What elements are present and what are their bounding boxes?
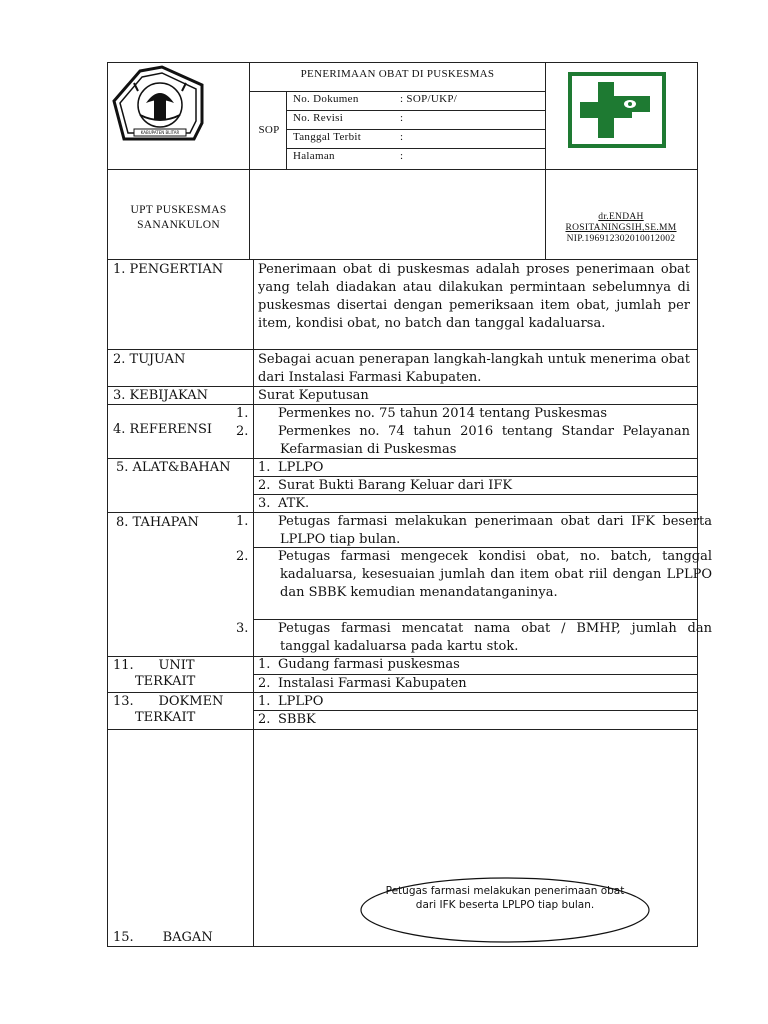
list-item-text: Petugas farmasi mengecek kondisi obat, no. batch, tanggal kadaluarsa, kesesuaian jumlah dan item obat riil dengan LPLPO dan SBBK kemudian menandatanganinya. [278, 549, 712, 600]
section-label-pengertian: 1. PENGERTIAN [113, 262, 224, 277]
list-item-text: Instalasi Farmasi Kabupaten [278, 676, 467, 691]
alat-bahan-item-3 [258, 495, 690, 513]
field-value-tanggal-terbit: : [400, 131, 404, 143]
unit-name: UPT PUSKESMAS SANANKULON [130, 204, 227, 231]
section-label-alat-bahan: 5. ALAT&BAHAN [116, 460, 231, 475]
alat-bahan-item-2 [258, 477, 690, 495]
list-item [236, 423, 690, 459]
section-label-referensi: 4. REFERENSI [113, 422, 213, 437]
section-label-bagan: 15. BAGAN [113, 930, 213, 945]
signatory-name: dr.ENDAH ROSITANINGSIH,SE.MM [565, 212, 677, 233]
list-item-text: Permenkes no. 75 tahun 2014 tentang Puskesmas [278, 406, 608, 421]
unit-terkait-item-2 [258, 675, 690, 693]
list-item-number: 2. [258, 676, 271, 691]
row-line [107, 729, 698, 730]
sop-label: SOP [258, 124, 280, 136]
flowchart-start-ellipse [359, 876, 651, 944]
list-item-text: Petugas farmasi melakukan penerimaan obat dari IFK beserta LPLPO tiap bulan. [278, 514, 712, 547]
list-item-number: 1. [236, 406, 249, 421]
list-item-number: 2. [236, 424, 249, 439]
alat-bahan-item-1 [258, 459, 690, 477]
puskesmas-logo [568, 72, 666, 148]
body-column-divider [253, 259, 254, 947]
section-label-unit-terkait-line2: TERKAIT [135, 674, 196, 689]
row-line [107, 349, 698, 350]
list-item-text: SBBK [278, 712, 316, 727]
flowchart-step-text: Petugas farmasi melakukan penerimaan obat dari IFK beserta LPLPO tiap bulan. [385, 885, 625, 911]
list-item-number: 2. [258, 712, 271, 727]
tahapan-step-1 [236, 513, 712, 549]
list-item-number: 1. [236, 514, 249, 529]
list-item-number: 1. [258, 694, 271, 709]
regency-logo-text: KABUPATEN BLITAR [140, 130, 180, 135]
referensi-list [236, 405, 690, 459]
document-title: PENERIMAAN OBAT DI PUSKESMAS [300, 68, 495, 80]
dokumen-terkait-item-1 [258, 693, 690, 711]
list-item-number: 2. [258, 478, 271, 493]
field-value-halaman: : [400, 150, 404, 162]
field-line-1 [286, 110, 546, 111]
list-item-text: LPLPO [278, 460, 324, 475]
section-label-dokumen-terkait-line1: 13. DOKMEN [113, 694, 224, 709]
field-label-tanggal-terbit: Tanggal Terbit [293, 131, 362, 143]
regency-logo [110, 63, 210, 153]
tahapan-step-2 [236, 548, 712, 602]
unit-terkait-item-1 [258, 656, 690, 674]
field-value-no-dokumen: : SOP/UKP/ [400, 93, 458, 105]
frame-bottom [107, 946, 698, 947]
signatory-nip: NIP.196912302010012002 [566, 234, 676, 244]
section-label-unit-terkait-line1: 11. UNIT [113, 658, 195, 673]
section-label-tujuan: 2. TUJUAN [113, 352, 186, 367]
list-item-number: 2. [236, 549, 249, 564]
section-text-tujuan: Sebagai acuan penerapan langkah-langkah untuk menerima obat dari Instalasi Farmasi Kabupaten. [258, 352, 690, 385]
list-item-number: 1. [258, 460, 271, 475]
section-label-tahapan: 8. TAHAPAN [116, 515, 199, 530]
field-label-no-dokumen: No. Dokumen [293, 93, 359, 105]
field-label-no-revisi: No. Revisi [293, 112, 344, 124]
tahapan-step-3 [236, 620, 712, 656]
header-bottom-line [107, 259, 698, 260]
dokumen-terkait-item-2 [258, 711, 690, 729]
section-label-dokumen-terkait-line2: TERKAIT [135, 710, 196, 725]
list-item-number: 3. [236, 621, 249, 636]
frame-right [697, 62, 698, 947]
list-item-text: ATK. [278, 496, 310, 511]
field-line-2 [286, 129, 546, 130]
list-item-number: 1. [258, 657, 271, 672]
field-line-3 [286, 148, 546, 149]
list-item-text: LPLPO [278, 694, 324, 709]
list-item-text: Petugas farmasi mencatat nama obat / BMHP, jumlah dan tanggal kadaluarsa pada kartu stok. [278, 621, 712, 654]
sop-divider [286, 91, 287, 169]
header-mid-line [107, 169, 698, 170]
section-label-kebijakan: 3. KEBIJAKAN [113, 388, 208, 403]
field-value-no-revisi: : [400, 112, 404, 124]
list-item-text: Permenkes no. 74 tahun 2016 tentang Standar Pelayanan Kefarmasian di Puskesmas [278, 424, 690, 457]
list-item-text: Surat Bukti Barang Keluar dari IFK [278, 478, 513, 493]
list-item-text: Gudang farmasi puskesmas [278, 657, 460, 672]
field-label-halaman: Halaman [293, 150, 335, 162]
list-item-number: 3. [258, 496, 271, 511]
section-text-kebijakan: Surat Keputusan [258, 388, 369, 403]
list-item [236, 405, 690, 423]
frame-left [107, 62, 108, 947]
title-bottom-line [249, 91, 546, 92]
section-text-pengertian: Penerimaan obat di puskesmas adalah proses penerimaan obat yang telah diadakan atau dilakukan permintaan sebelumnya di puskesmas disertai dengan pemeriksaan item obat, jumlah per item, kondisi obat, no batch dan tanggal kadaluarsa. [258, 262, 690, 331]
